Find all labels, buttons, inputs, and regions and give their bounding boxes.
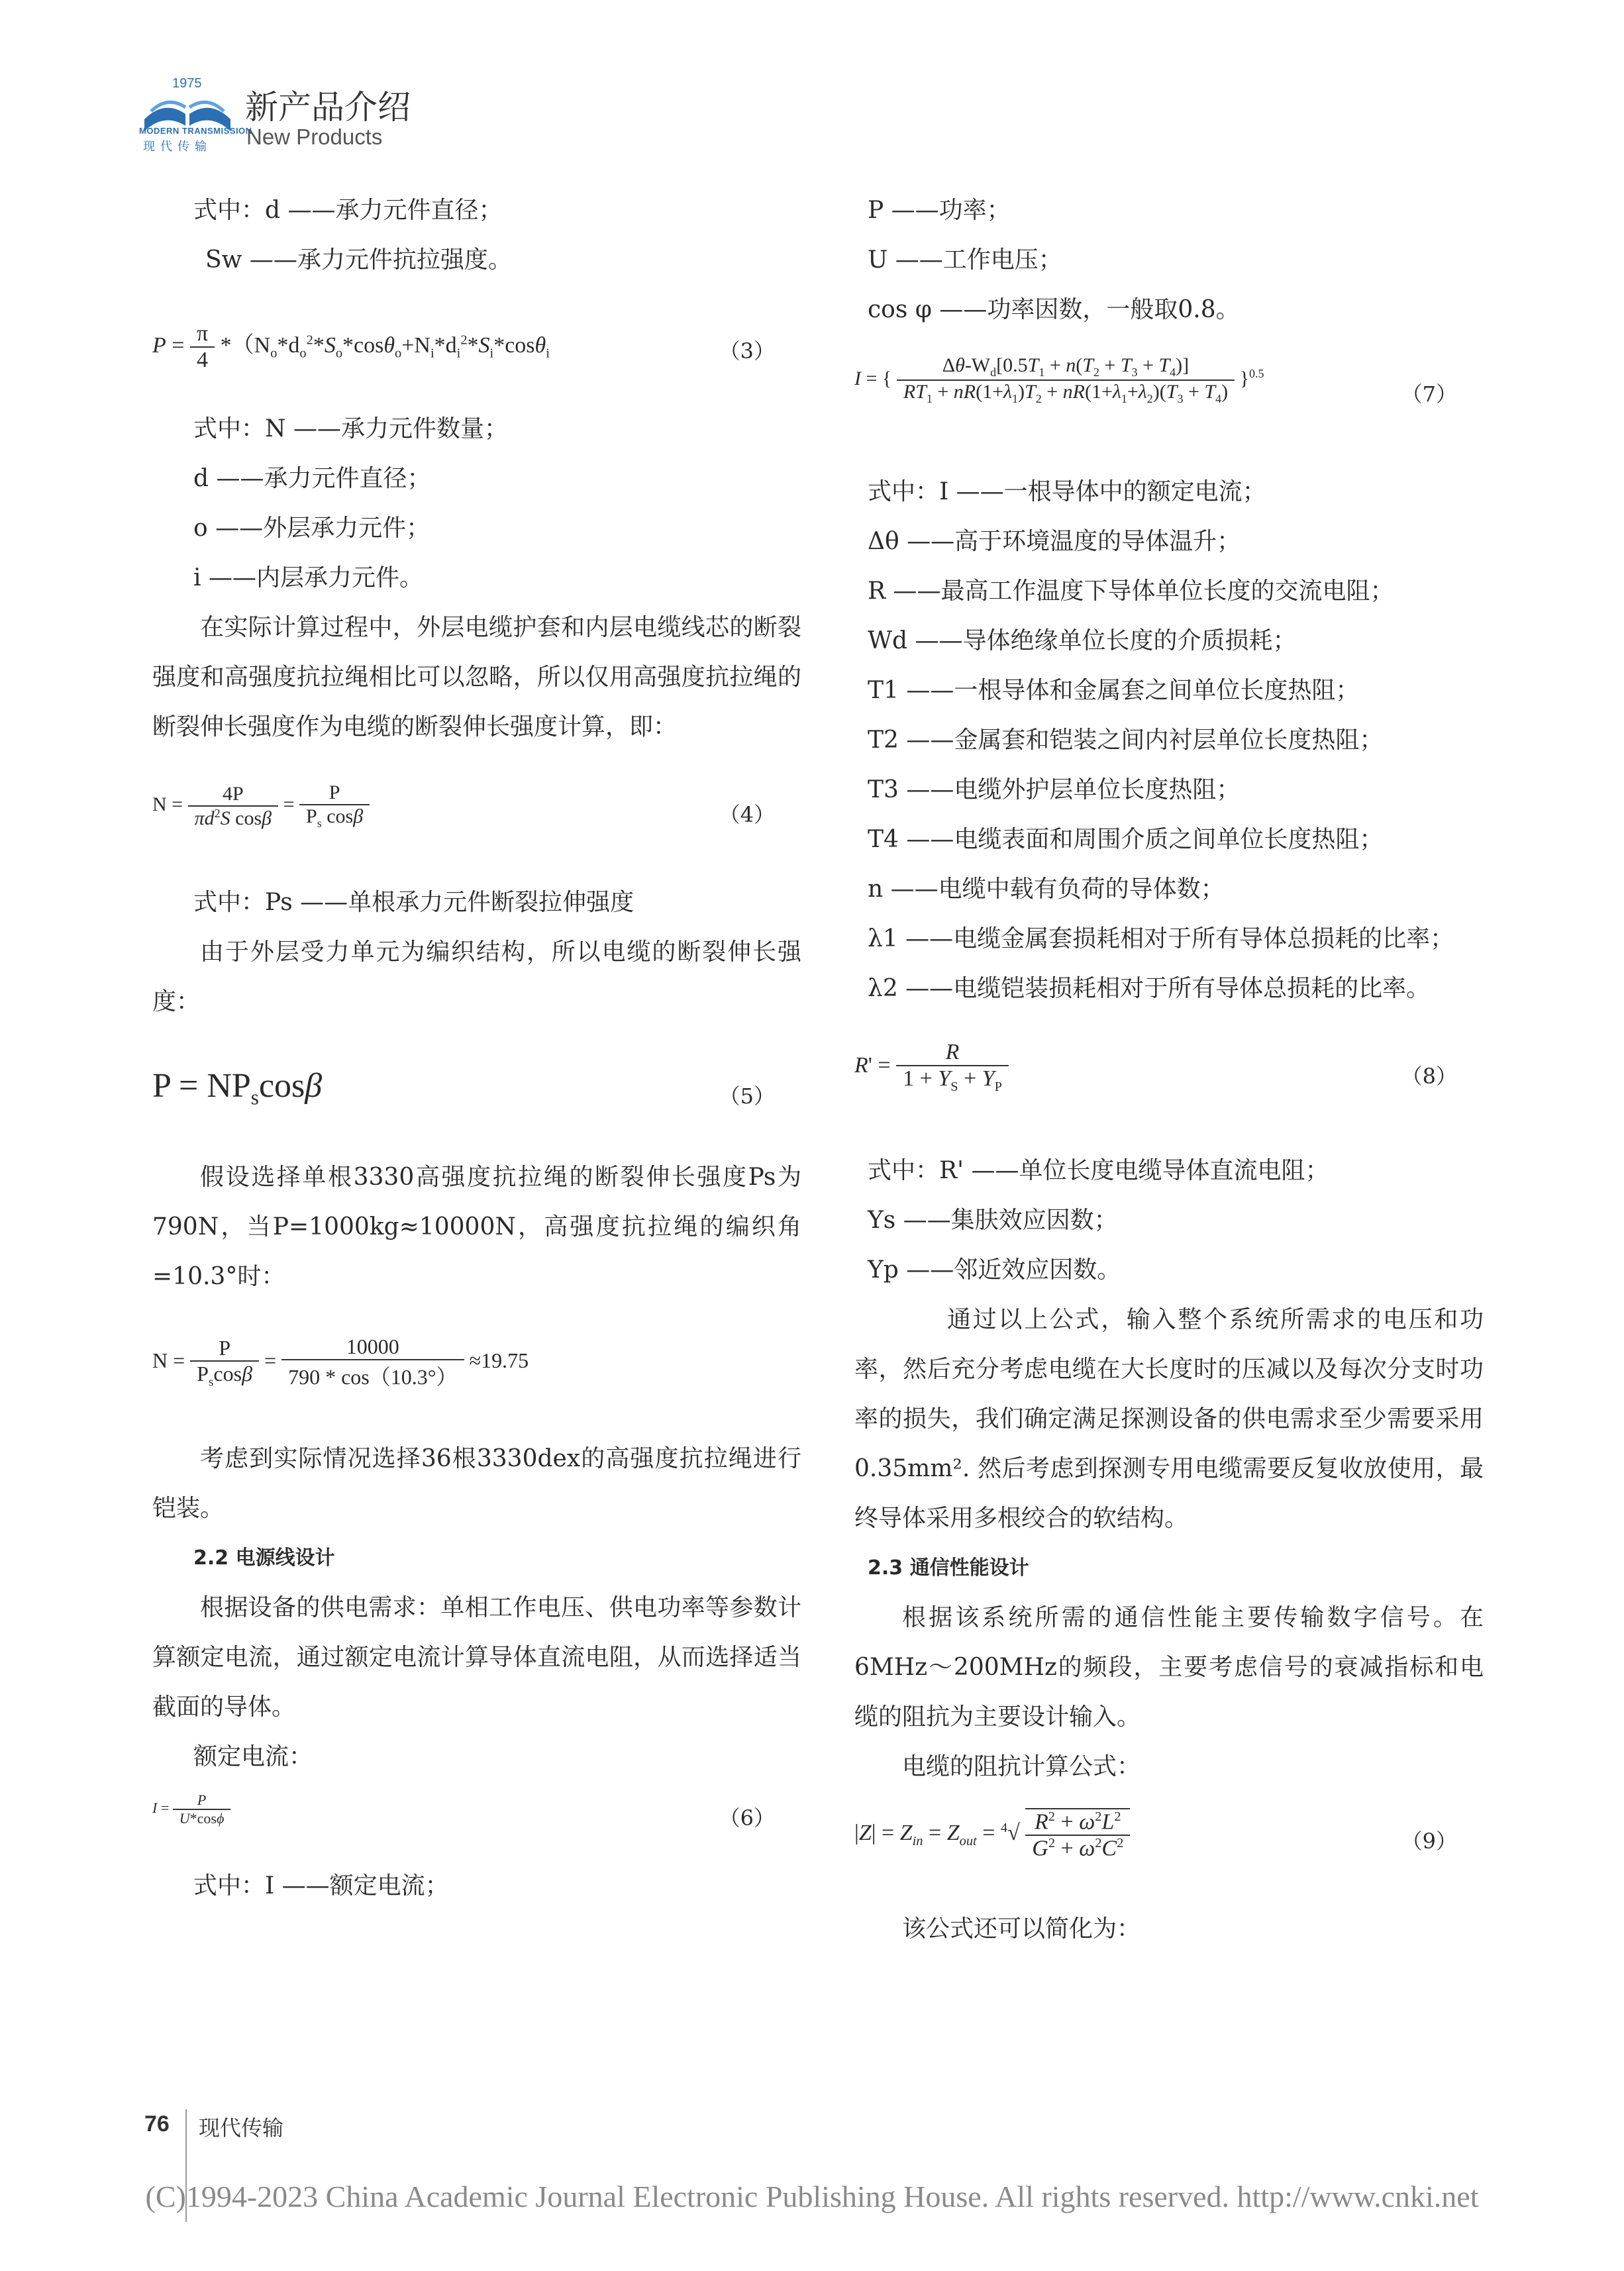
def-n: 式中：N ——承力元件数量；: [193, 415, 508, 442]
equation-7-number: （7）: [1401, 381, 1457, 407]
paragraph-comm: 根据该系统所需的通信性能主要传输数字信号。在6MHz～200MHz的频段，主要考虑信号的衰减指标和电缆的阻抗为主要设计输入。: [854, 1604, 1484, 1731]
page-number: 76: [144, 2111, 170, 2137]
equation-7: I = { $\frac{\Delta\theta-W_d[0.5T_1 + n(T_2 + T_3 + T_4)]}{RT_1 + nR(1+\lambda_1)T_2 + nR(1+\lambda_1+\lambda_2)(T_3 + T_4)}$ }$^{0.5}$ （7）: [854, 354, 1457, 407]
def-p: P ——功率；: [868, 197, 1011, 224]
def-o: o ——外层承力元件；: [193, 515, 431, 542]
def-d2: d ——承力元件直径；: [193, 465, 431, 492]
equation-n-value: N = $\frac{P}{P_s\cos\beta}$ = $\frac{10000}{790 * \cos(10.3^\circ)}$ ≈19.75: [152, 1335, 529, 1389]
def-t1: T1 ——一根导体和金属套之间单位长度热阻；: [868, 677, 1360, 704]
section-title-en: New Products: [246, 125, 383, 149]
equation-9: $|Z| = Z_{in} = Z_{out} = ^4√$ $\frac{R^2 + \omega^2L^2}{G^2 + \omega^2C^2}$ （9）: [854, 1809, 1457, 1861]
logo-english-text: MODERN TRANSMISSION: [139, 126, 252, 136]
def-cos: cos φ ——功率因数，一般取0.8。: [868, 296, 1240, 323]
equation-5: $P = NP_s\cos\beta$ （5）: [152, 1067, 775, 1109]
logo-year: 1975: [172, 76, 202, 91]
def-u: U ——工作电压；: [868, 246, 1062, 274]
def-i-current: 式中：I ——额定电流；: [193, 1872, 449, 1899]
def-ys: Ys ——集肤效应因数；: [868, 1207, 1118, 1234]
def-sw: Sw ——承力元件抗拉强度。: [205, 246, 512, 274]
paragraph-braid: 由于外层受力单元为编织结构，所以电缆的断裂伸长强度：: [152, 938, 801, 1015]
equation-8-number: （8）: [1401, 1064, 1457, 1089]
heading-2-2: 2.2 电源线设计: [193, 1546, 335, 1570]
copyright-notice: (C)1994-2023 China Academic Journal Electronic Publishing House. All rights reserved. http://www.cnki.net: [145, 2180, 1479, 2213]
def-d: 式中：d ——承力元件直径；: [193, 197, 503, 224]
def-lambda1: λ1 ——电缆金属套损耗相对于所有导体总损耗的比率；: [868, 925, 1454, 952]
left-column: [152, 185, 801, 1911]
def-t3: T3 ——电缆外护层单位长度热阻；: [868, 776, 1241, 803]
def-wd: Wd ——导体绝缘单位长度的介质损耗；: [868, 627, 1297, 654]
def-r-prime: 式中：R' ——单位长度电缆导体直流电阻；: [868, 1157, 1329, 1184]
label-impedance: 电缆的阻抗计算公式：: [902, 1753, 1141, 1780]
equation-4: N = $\frac{4P}{\pi d^2S \cos\beta}$ = $\frac{P}{P_s \cos\beta}$ （4）: [152, 782, 775, 830]
equation-6-number: （6）: [719, 1805, 775, 1831]
equation-4-number: （4）: [719, 802, 775, 827]
equation-3: P = $\frac{\pi}{4}$ $*(N_o*d_o^2*S_o*\cos\theta_o+N_i*d_i^2*S_i*\cos\theta_i$ （3）: [152, 321, 775, 372]
paragraph-assume: 假设选择单根3330高强度抗拉绳的断裂伸长强度Ps为790N，当P=1000kg≈10000N，高强度抗拉绳的编织角=10.3°时：: [152, 1164, 801, 1290]
logo-chinese-text: 现代传输: [143, 140, 212, 154]
def-r: R ——最高工作温度下导体单位长度的交流电阻；: [868, 578, 1394, 605]
def-ps: 式中：Ps ——单根承力元件断裂拉伸强度: [193, 889, 634, 916]
equation-5-number: （5）: [719, 1084, 775, 1109]
def-n-conductors: n ——电缆中载有负荷的导体数；: [868, 876, 1225, 903]
label-rated-current: 额定电流：: [193, 1743, 313, 1770]
equation-6: I = $\frac{P}{U*\cos\phi}$ （6）: [152, 1792, 775, 1831]
footer-journal-name: 现代传输: [199, 2115, 284, 2141]
n-value-result: ≈19.75: [469, 1348, 529, 1372]
def-rated-i: 式中：I ——一根导体中的额定电流；: [868, 478, 1266, 505]
def-t2: T2 ——金属套和铠装之间内衬层单位长度热阻；: [868, 727, 1384, 754]
equation-3-number: （3）: [719, 338, 775, 364]
paragraph-calc: 在实际计算过程中，外层电缆护套和内层电缆线芯的断裂强度和高强度抗拉绳相比可以忽略，所以仅用高强度抗拉绳的断裂伸长强度作为电缆的断裂伸长强度计算，即：: [152, 614, 801, 740]
def-delta-theta: Δθ ——高于环境温度的导体温升；: [868, 528, 1241, 555]
paragraph-choose: 考虑到实际情况选择36根3330dex的高强度抗拉绳进行铠装。: [152, 1445, 801, 1522]
paragraph-power: 根据设备的供电需求：单相工作电压、供电功率等参数计算额定电流，通过额定电流计算导体直流电阻，从而选择适当截面的导体。: [152, 1594, 801, 1721]
def-lambda2: λ2 ——电缆铠装损耗相对于所有导体总损耗的比率。: [868, 975, 1431, 1002]
def-yp: Yp ——邻近效应因数。: [868, 1256, 1121, 1284]
def-t4: T4 ——电缆表面和周围介质之间单位长度热阻；: [868, 826, 1384, 853]
heading-2-3: 2.3 通信性能设计: [868, 1556, 1029, 1580]
label-simplify: 该公式还可以简化为：: [902, 1915, 1141, 1943]
section-title-cn: 新产品介绍: [245, 88, 411, 126]
equation-9-number: （9）: [1401, 1829, 1457, 1854]
equation-8: R' = $\frac{R}{1 + Y_S + Y_P}$ （8）: [854, 1040, 1457, 1094]
right-column: [854, 185, 1484, 1954]
def-i: i ——内层承力元件。: [193, 564, 423, 591]
paragraph-conclusion: 通过以上公式，输入整个系统所需求的电压和功率，然后充分考虑电缆在大长度时的压减以及每次分支时功率的损失，我们确定满足探测设备的供电需求至少需要采用0.35mm². 然后考虑到探测专用电缆需要反复收放使用，最终导体采用多根绞合的软结构。: [854, 1306, 1484, 1532]
